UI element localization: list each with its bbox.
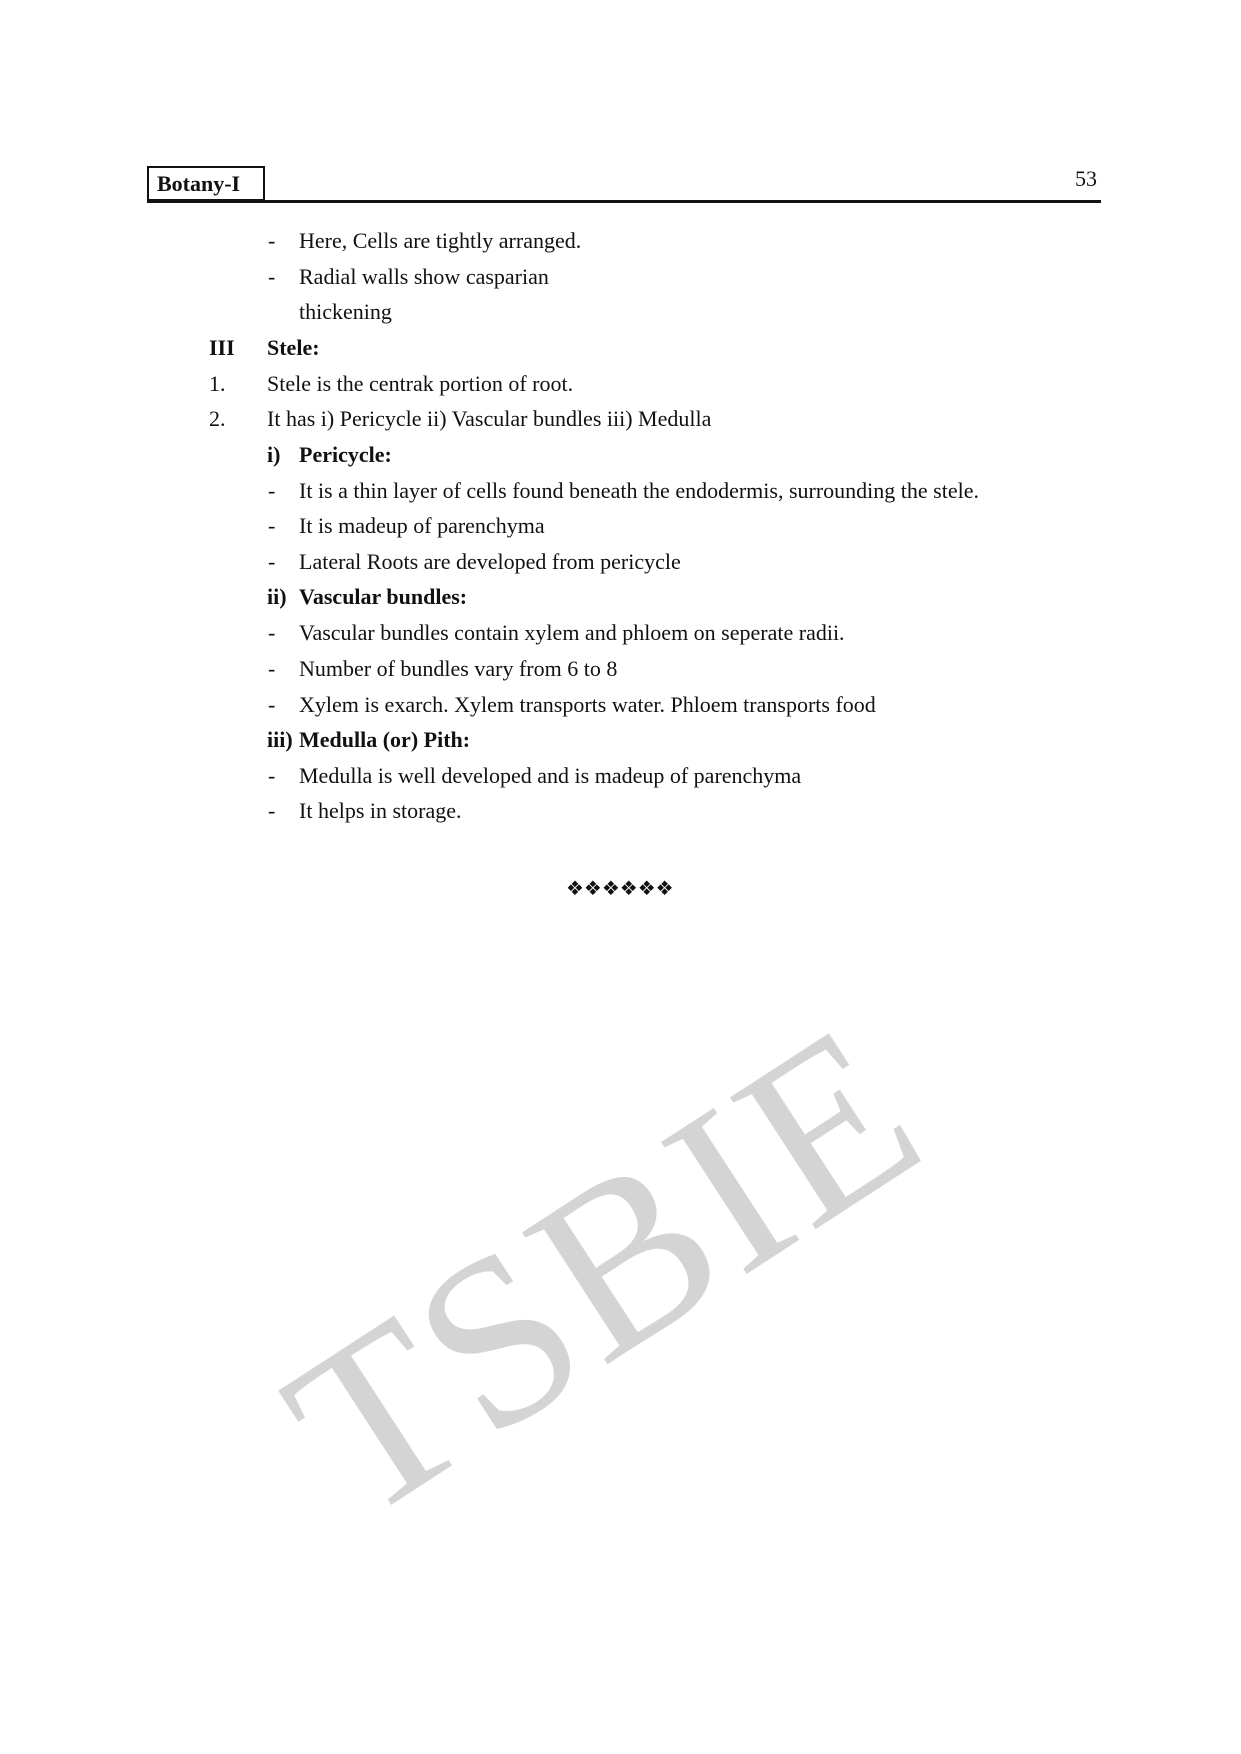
list-number: 2. — [209, 406, 226, 431]
list-item: Medulla is well developed and is madeup of parenchyma — [299, 763, 802, 788]
bullet: - — [268, 478, 276, 503]
section-heading: Stele: — [267, 335, 320, 360]
page-number: 53 — [1075, 166, 1097, 191]
list-item: Number of bundles vary from 6 to 8 — [299, 656, 618, 681]
bullet: - — [268, 798, 276, 823]
subheading-marker: iii) — [267, 727, 293, 752]
bullet: - — [268, 692, 276, 717]
list-item-continuation: thickening — [299, 299, 392, 324]
list-item: It is a thin layer of cells found beneath the endodermis, surrounding the stele. — [299, 478, 979, 503]
bullet: - — [268, 656, 276, 681]
bullet: - — [268, 620, 276, 645]
list-item: It is madeup of parenchyma — [299, 513, 545, 538]
subheading: Pericycle: — [299, 442, 392, 467]
section-end-ornament: ❖❖❖❖❖❖ — [566, 878, 674, 900]
subheading: Vascular bundles: — [299, 584, 468, 609]
bullet: - — [268, 264, 276, 289]
bullet: - — [268, 763, 276, 788]
list-item: It helps in storage. — [299, 798, 462, 823]
list-item: It has i) Pericycle ii) Vascular bundles iii) Medulla — [267, 406, 712, 431]
header-rule — [147, 200, 1101, 203]
bullet: - — [268, 513, 276, 538]
watermark: TSBIE — [243, 971, 965, 1569]
header-title: Botany-I — [147, 166, 265, 201]
list-item: Here, Cells are tightly arranged. — [299, 228, 582, 253]
subheading-marker: ii) — [267, 584, 287, 609]
bullet: - — [268, 549, 276, 574]
bullet: - — [268, 228, 276, 253]
list-item: Lateral Roots are developed from pericycle — [299, 549, 681, 574]
section-number: III — [209, 335, 235, 360]
list-item: Stele is the centrak portion of root. — [267, 371, 574, 396]
list-item: Radial walls show casparian — [299, 264, 549, 289]
list-number: 1. — [209, 371, 226, 396]
subheading: Medulla (or) Pith: — [299, 727, 471, 752]
subheading-marker: i) — [267, 442, 281, 467]
list-item: Xylem is exarch. Xylem transports water. Phloem transports food — [299, 692, 876, 717]
list-item: Vascular bundles contain xylem and phloem on seperate radii. — [299, 620, 845, 645]
